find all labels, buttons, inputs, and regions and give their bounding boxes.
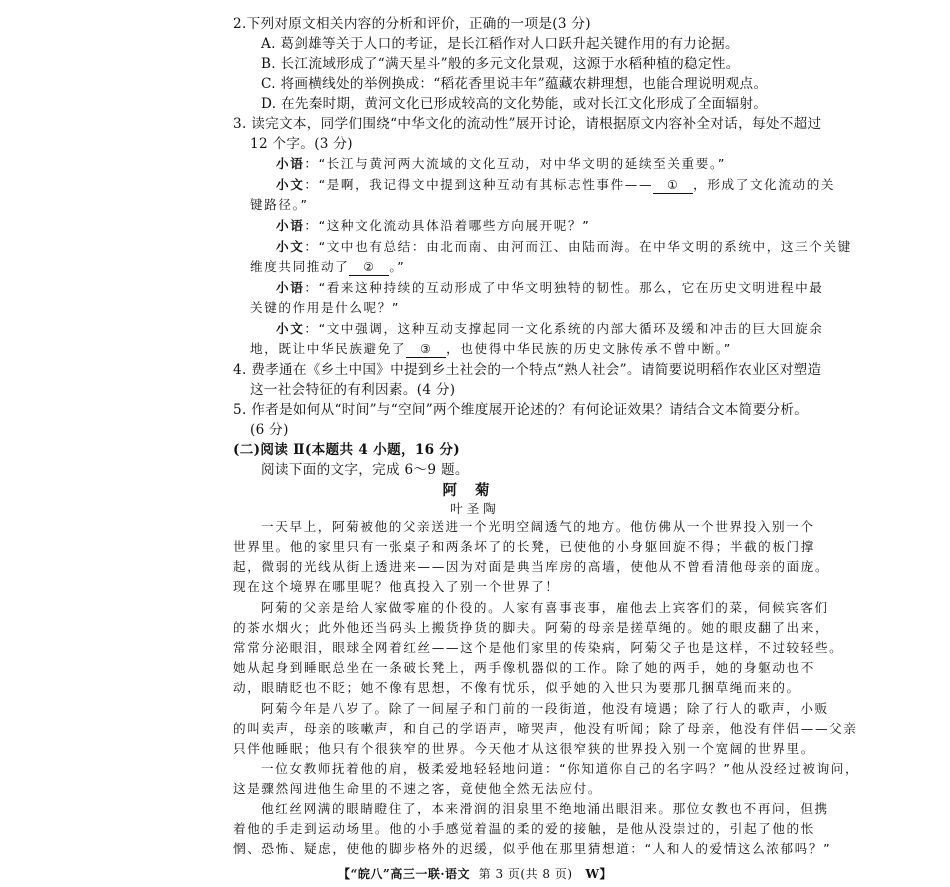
- speaker-xiaoyu: 小语: [276, 280, 305, 295]
- q2-option-c: C. 将画横线处的举例换成：“稻花香里说丰年”蕴藏农耕理想，也能合理说明观点。: [261, 76, 768, 92]
- dialogue-text: 。”: [389, 259, 406, 274]
- story-line: 动，眼睛眨也不眨；她不像有思想，不像有忧乐，似乎她的入世只为要那几捆草绳而来的。: [233, 680, 801, 695]
- q2-stem: 2.下列对原文相关内容的分析和评价，正确的一项是(3 分): [233, 16, 591, 32]
- story-author: 叶圣陶: [450, 501, 500, 516]
- speaker-xiaowen: 小文: [276, 239, 305, 254]
- story-line: 她从起身到睡眠总坐在一条破长凳上，两手像机器似的工作。除了她的两手，她的身躯动也不: [233, 660, 815, 675]
- dialogue-text: 维度共同推动了: [250, 259, 350, 274]
- answer-blank-3[interactable]: ③: [406, 342, 446, 358]
- answer-blank-2[interactable]: ②: [349, 260, 389, 276]
- q3-dialogue-2-line2: 键路径。”: [250, 197, 309, 212]
- story-line: 的茶水烟火；此外他还当码头上搬货挣货的脚夫。阿菊的母亲是搓草绳的。她的眼皮翻了出来，: [233, 620, 830, 635]
- q3-stem-line2: 12 个字。(3 分): [250, 136, 353, 152]
- story-line: 着他的手走到运动场里。他的小手感觉着温的柔的爱的接触，是他从没崇过的，引起了他的怅: [233, 821, 815, 836]
- dialogue-text: ，也使得中华民族的历史文脉传承不曾中断。”: [446, 341, 732, 356]
- story-title: 阿菊: [442, 482, 508, 499]
- story-line: 的叫卖声，母亲的咳嗽声，和自己的学语声，啼哭声，他没有听闻；除了母亲，他没有伴侣——父亲: [233, 721, 858, 736]
- story-line: 他红丝网满的眼睛瞪住了，本来滑润的泪泉里不绝地涌出眼泪来。那位女教也不再问，但携: [261, 801, 829, 816]
- footer-code: W】: [585, 867, 612, 881]
- dialogue-text: ：“这种文化流动具体沿着哪些方向展开呢？”: [304, 218, 591, 233]
- dialogue-text: ，形成了文化流动的关: [693, 177, 836, 192]
- speaker-xiaowen: 小文: [276, 321, 305, 336]
- story-line: 常常分泌眼泪，眼球全网着红丝——这个是他们家里的传染病，阿菊父子也是这样，不过较轻些。: [233, 640, 844, 655]
- footer-page: 第 3 页(共 8 页): [478, 867, 573, 881]
- dialogue-text: ：“文中也有总结：由北而南、由河而江、由陆而海。在中华文明的系统中，这三个关键: [304, 239, 852, 254]
- section2-instruction: 阅读下面的文字，完成 6～9 题。: [261, 462, 469, 478]
- q3-dialogue-5: [276, 279, 824, 297]
- q2-option-d: D. 在先秦时期，黄河文化已形成较高的文化势能，或对长江文化形成了全面辐射。: [261, 96, 768, 112]
- story-line: 只伴他睡眠；他只有个很狭窄的世界。今天他才从这很窄狭的世界投入别一个宽阔的世界里。: [233, 741, 815, 756]
- story-line: 阿菊今年是八岁了。除了一间屋子和门前的一段街道，他没有境遇；除了行人的歌声，小贩: [261, 701, 829, 716]
- dialogue-text: 地，既让中华民族避免了: [250, 341, 407, 356]
- q3-dialogue-1: [276, 155, 726, 173]
- dialogue-text: ：“看来这种持续的互动形成了中华文明独特的韧性。那么，它在历史文明进程中最: [304, 280, 824, 295]
- q3-dialogue-2: [276, 176, 835, 194]
- q3-stem-line1: 3. 读完文本，同学们围绕“中华文化的流动性”展开讨论，请根据原文内容补全对话，每处不超过: [233, 116, 822, 132]
- q3-dialogue-4-line2: [250, 258, 405, 276]
- q5-line1: 5. 作者是如何从“时间”与“空间”两个维度展开论述的？有何论证效果？请结合文本简要分析。: [233, 402, 809, 418]
- section2-heading: (二)阅读 Ⅱ(本题共 4 小题，16 分): [233, 442, 461, 458]
- q3-dialogue-5-line2: 关键的作用是什么呢？”: [250, 300, 401, 315]
- q3-dialogue-6: [276, 320, 824, 338]
- q4-line1: 4. 费孝通在《乡土中国》中提到乡土社会的一个特点“熟人社会”。请简要说明稻作农业区对塑造: [233, 362, 822, 378]
- speaker-xiaoyu: 小语: [276, 218, 305, 233]
- page-footer: [0, 866, 950, 882]
- story-line: 一位女教师抚着他的肩，极柔爱地轻轻地问道：“你知道你自己的名字吗？”他从没经过被询问，: [261, 761, 860, 776]
- dialogue-text: ：“文中强调，这种互动支撑起同一文化系统的内部大循环及缓和冲击的巨大回旋余: [304, 321, 824, 336]
- story-line: 这是骤然闯进他生命里的不速之客，竟使他全然无法应付。: [233, 781, 603, 796]
- speaker-xiaowen: 小文: [276, 177, 305, 192]
- speaker-xiaoyu: 小语: [276, 156, 305, 171]
- q2-option-a: A. 葛剑雄等关于人口的考证，是长江稻作对人口跃升起关键作用的有力论据。: [261, 36, 739, 52]
- story-line: 一天早上，阿菊被他的父亲送进一个光明空阔透气的地方。他仿佛从一个世界投入别一个: [261, 519, 815, 534]
- story-line: 起，微弱的光线从街上透进来——因为对面是典当库房的高墙，使他从不曾看清他母亲的面庞。: [233, 559, 830, 574]
- q3-dialogue-4: [276, 238, 852, 256]
- dialogue-text: ：“长江与黄河两大流域的文化互动，对中华文明的延续至关重要。”: [304, 156, 726, 171]
- q3-dialogue-3: [276, 217, 590, 235]
- dialogue-text: ：“是啊，我记得文中提到这种互动有其标志性事件——: [304, 177, 654, 192]
- story-line: 阿菊的父亲是给人家做零雇的仆役的。人家有喜事丧事，雇他去上宾客们的菜，伺候宾客们: [261, 600, 829, 615]
- q2-option-b: B. 长江流域形成了“满天星斗”般的多元文化景观，这源于水稻种植的稳定性。: [261, 56, 740, 72]
- q4-line2: 这一社会特征的有利因素。(4 分): [250, 382, 456, 398]
- q5-line2: (6 分): [250, 422, 289, 438]
- q3-dialogue-6-line2: [250, 340, 732, 358]
- footer-brand: 【“皖八”高三一联·语文: [338, 867, 470, 881]
- story-line: 世界里。他的家里只有一张桌子和两条坏了的长凳，已使他的小身躯回旋不得；半截的板门撑: [233, 539, 815, 554]
- story-line: 惘、恐怖、疑虑，使他的脚步格外的迟缓，似乎他在那里猜想道：“人和人的爱情这么浓郁吗？”: [233, 841, 832, 856]
- answer-blank-1[interactable]: ①: [653, 178, 693, 194]
- story-line: 现在这个境界在哪里呢？他真投入了别一个世界了！: [233, 579, 560, 594]
